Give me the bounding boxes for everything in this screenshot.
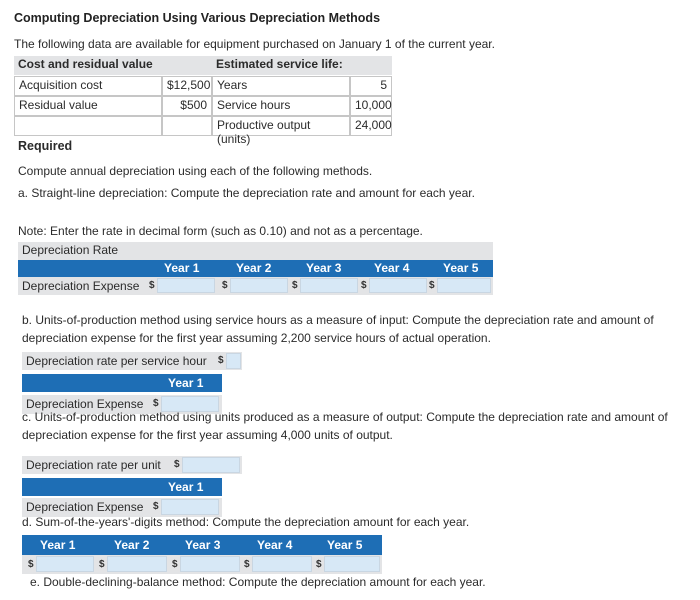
currency-year-4: $ (361, 280, 367, 291)
row-acquisition-value: $12,500 (162, 76, 212, 96)
part-d-years-header (22, 535, 382, 555)
note-text: Note: Enter the rate in decimal form (such as 0.10) and not as a percentage. (18, 224, 423, 238)
row-empty-value (162, 116, 212, 136)
intro-text: The following data are available for equipment purchased on January 1 of the current year. (14, 37, 495, 51)
year-header-1: Year 1 (164, 261, 200, 275)
part-b-expense-label: Depreciation Expense (26, 397, 144, 411)
expense-input-year-4[interactable] (369, 278, 427, 293)
part-b-rate-row (22, 352, 242, 370)
row-residual-value: $500 (162, 96, 212, 116)
part-d-year-2: Year 2 (114, 538, 150, 552)
part-d-currency-3: $ (172, 559, 178, 570)
part-d-currency-1: $ (28, 559, 34, 570)
expense-label: Depreciation Expense (22, 279, 140, 293)
rate-label: Depreciation Rate (22, 243, 119, 257)
part-d-year-5: Year 5 (327, 538, 363, 552)
part-d-currency-4: $ (244, 559, 250, 570)
part-b-year-label: Year 1 (168, 376, 204, 390)
part-d-year-1: Year 1 (40, 538, 76, 552)
currency-year-3: $ (292, 280, 298, 291)
row-hours-value: 10,000 (350, 96, 392, 116)
expense-input-year-5[interactable] (437, 278, 491, 293)
currency-year-5: $ (429, 280, 435, 291)
cost-header: Cost and residual value (14, 56, 162, 75)
row-acquisition-label: Acquisition cost (14, 76, 162, 96)
rate-row (18, 242, 493, 260)
part-c-expense-input[interactable] (161, 499, 219, 515)
part-b-text: b. Units-of-production method using service hours as a measure of input: Compute the depreciation rate and amount of depreciation expense for the first year assuming 2,200 service hours of actual operation. (22, 313, 654, 345)
part-d-text: d. Sum-of-the-years'-digits method: Compute the depreciation amount for each year. (22, 515, 470, 529)
part-d-input-year-5[interactable] (324, 556, 380, 572)
part-c-year-header (22, 478, 222, 496)
part-d-currency-2: $ (99, 559, 105, 570)
expense-input-year-2[interactable] (230, 278, 288, 293)
part-c-rate-label: Depreciation rate per unit (26, 458, 161, 472)
part-d-currency-5: $ (316, 559, 322, 570)
year-header-4: Year 4 (374, 261, 410, 275)
years-header-row (18, 260, 493, 277)
part-e-text: e. Double-declining-balance method: Compute the depreciation amount for each year. (30, 575, 486, 589)
row-output-value: 24,000 (350, 116, 392, 136)
part-d-year-3: Year 3 (185, 538, 221, 552)
part-c-expense-label: Depreciation Expense (26, 500, 144, 514)
year-header-5: Year 5 (443, 261, 479, 275)
life-header: Estimated service life: (212, 56, 392, 75)
part-b-rate-label: Depreciation rate per service hour (26, 354, 207, 368)
part-d-input-year-1[interactable] (36, 556, 94, 572)
year-header-3: Year 3 (306, 261, 342, 275)
row-hours-label: Service hours (212, 96, 350, 116)
part-c-rate-currency: $ (174, 459, 180, 470)
part-b-year-header (22, 374, 222, 392)
part-c-rate-input[interactable] (182, 457, 240, 473)
part-d-year-4: Year 4 (257, 538, 293, 552)
part-b-rate-currency: $ (218, 355, 224, 366)
year-header-2: Year 2 (236, 261, 272, 275)
part-d-input-year-2[interactable] (107, 556, 167, 572)
currency-year-2: $ (222, 280, 228, 291)
part-d-amount-row (22, 555, 382, 574)
row-years-value: 5 (350, 76, 392, 96)
row-years-label: Years (212, 76, 350, 96)
currency-year-1: $ (149, 280, 155, 291)
part-c-expense-currency: $ (153, 501, 159, 512)
part-c-rate-row (22, 456, 242, 474)
part-a-text: a. Straight-line depreciation: Compute the depreciation rate and amount for each year. (18, 186, 475, 200)
required-instruction: Compute annual depreciation using each of the following methods. (18, 164, 373, 178)
part-d-input-year-4[interactable] (252, 556, 312, 572)
page-title: Computing Depreciation Using Various Depreciation Methods (14, 11, 381, 25)
expense-row (18, 277, 493, 295)
required-heading: Required (18, 139, 73, 153)
row-output-label: Productive output (units) (212, 116, 350, 136)
part-d-input-year-3[interactable] (180, 556, 240, 572)
part-c-year-label: Year 1 (168, 480, 204, 494)
header-gap (162, 56, 212, 75)
part-b-expense-currency: $ (153, 398, 159, 409)
part-c-text: c. Units-of-production method using units produced as a measure of output: Compute the depreciation rate and amount of depreciation expense for the first year assuming 4,000 units of output. (22, 410, 668, 442)
row-empty-label (14, 116, 162, 136)
expense-input-year-1[interactable] (157, 278, 215, 293)
row-residual-label: Residual value (14, 96, 162, 116)
part-b-rate-input[interactable] (226, 353, 241, 369)
expense-input-year-3[interactable] (300, 278, 358, 293)
